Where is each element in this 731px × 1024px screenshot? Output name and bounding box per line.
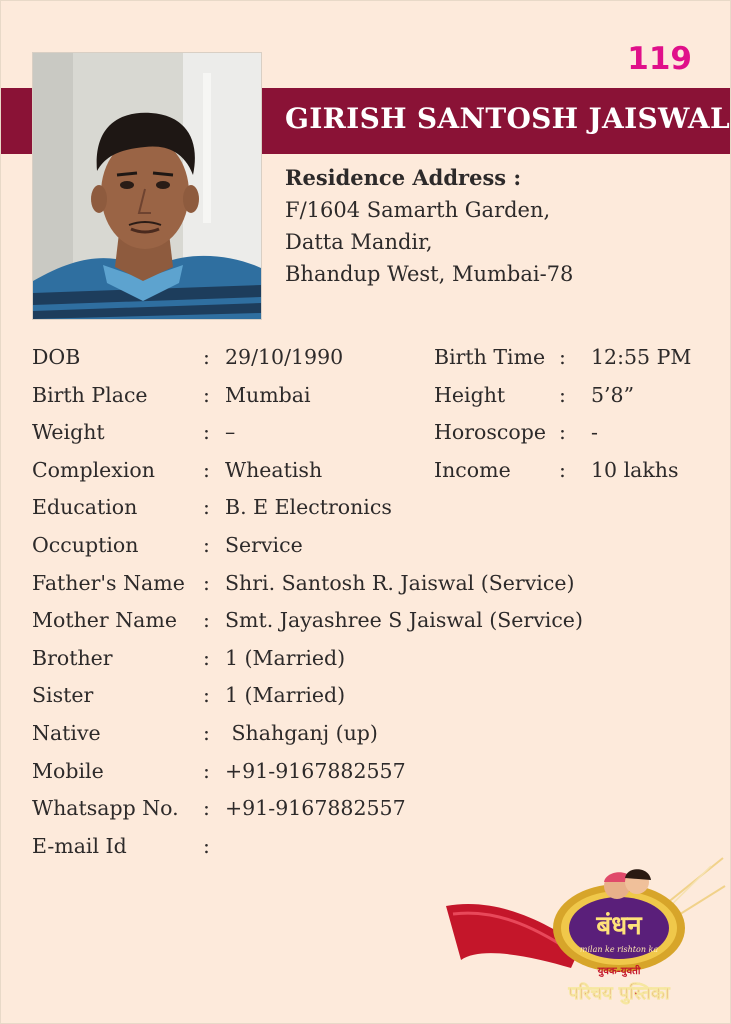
whatsapp-value: +91-9167882557 bbox=[225, 796, 406, 821]
birth-place-value: Mumbai bbox=[225, 382, 311, 407]
residence-address bbox=[285, 162, 573, 290]
native-label: Native bbox=[32, 720, 101, 745]
bandhan-logo-graphic bbox=[441, 856, 726, 1016]
separator: : bbox=[203, 457, 210, 482]
separator: : bbox=[203, 645, 210, 670]
height-label: Height bbox=[434, 382, 506, 407]
logo-main-text: बंधन bbox=[596, 911, 642, 941]
horoscope-value: - bbox=[591, 420, 598, 445]
separator: : bbox=[559, 457, 566, 482]
height-value: 5’8” bbox=[591, 382, 635, 407]
address-label: Residence Address : bbox=[285, 165, 522, 190]
occupation-value: Service bbox=[225, 532, 303, 557]
candidate-name: GIRISH SANTOSH JAISWAL bbox=[285, 102, 730, 135]
sister-value: 1 (Married) bbox=[225, 683, 346, 708]
separator: : bbox=[203, 382, 210, 407]
separator: : bbox=[203, 683, 210, 708]
separator: : bbox=[203, 720, 210, 745]
dob-label: DOB bbox=[32, 345, 81, 369]
logo-sub-text: युवक-युवती bbox=[597, 966, 641, 977]
weight-label: Weight bbox=[32, 420, 105, 445]
mobile-label: Mobile bbox=[32, 758, 104, 783]
education-value: B. E Electronics bbox=[225, 495, 392, 520]
father-name-label: Father's Name bbox=[32, 570, 185, 595]
address-line-1: F/1604 Samarth Garden, bbox=[285, 198, 551, 222]
income-label: Income bbox=[434, 457, 511, 482]
separator: : bbox=[559, 382, 566, 407]
profile-photo-illustration bbox=[33, 53, 261, 319]
native-value: Shahganj (up) bbox=[225, 720, 378, 745]
father-name-value: Shri. Santosh R. Jaiswal (Service) bbox=[225, 570, 575, 595]
page-number: 119 bbox=[627, 41, 692, 77]
logo-tagline: milan ke rishton ka bbox=[579, 945, 659, 954]
bandhan-logo bbox=[441, 856, 726, 1016]
separator: : bbox=[203, 420, 210, 445]
profile-photo bbox=[32, 52, 262, 320]
separator: : bbox=[203, 495, 210, 520]
birth-time-label: Birth Time bbox=[434, 345, 546, 369]
address-line-3: Bhandup West, Mumbai-78 bbox=[285, 262, 574, 286]
address-line-2: Datta Mandir, bbox=[285, 230, 433, 254]
separator: : bbox=[559, 345, 566, 369]
mother-name-label: Mother Name bbox=[32, 608, 177, 633]
email-label: E-mail Id bbox=[32, 833, 127, 858]
logo-bottom-text: परिचय पुस्तिका bbox=[568, 983, 670, 1004]
separator: : bbox=[203, 796, 210, 821]
income-value: 10 lakhs bbox=[591, 457, 679, 482]
separator: : bbox=[559, 420, 566, 445]
horoscope-label: Horoscope bbox=[434, 420, 546, 445]
mobile-value: +91-9167882557 bbox=[225, 758, 406, 783]
complexion-value: Wheatish bbox=[225, 457, 323, 482]
separator: : bbox=[203, 758, 210, 783]
mother-name-value: Smt. Jayashree S Jaiswal (Service) bbox=[225, 608, 583, 633]
weight-value: – bbox=[225, 420, 236, 445]
occupation-label: Occuption bbox=[32, 532, 139, 557]
separator: : bbox=[203, 608, 210, 633]
birth-place-label: Birth Place bbox=[32, 382, 148, 407]
separator: : bbox=[203, 345, 210, 369]
brother-label: Brother bbox=[32, 645, 113, 670]
sister-label: Sister bbox=[32, 683, 94, 708]
whatsapp-label: Whatsapp No. bbox=[32, 796, 179, 821]
education-label: Education bbox=[32, 495, 138, 520]
brother-value: 1 (Married) bbox=[225, 645, 346, 670]
complexion-label: Complexion bbox=[32, 457, 155, 482]
separator: : bbox=[203, 570, 210, 595]
birth-time-value: 12:55 PM bbox=[591, 345, 692, 369]
separator: : bbox=[203, 532, 210, 557]
dob-value: 29/10/1990 bbox=[225, 345, 344, 369]
separator: : bbox=[203, 833, 210, 858]
